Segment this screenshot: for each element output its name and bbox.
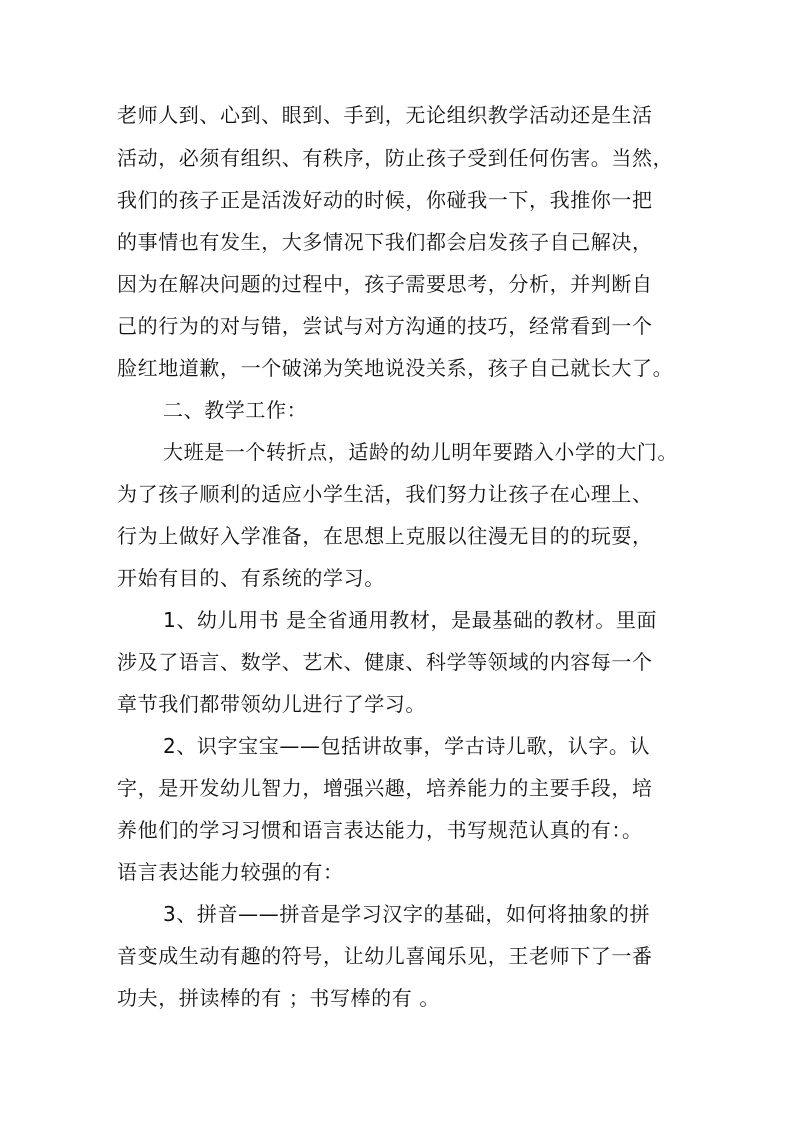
text-line: 开始有目的、有系统的学习。	[117, 566, 385, 590]
text-line: 2、识字宝宝——包括讲故事，学古诗儿歌，认字。认	[163, 734, 651, 758]
text-line: 字，是开发幼儿智力，增强兴趣，培养能力的主要手段，培	[117, 776, 653, 800]
text-line: 活动，必须有组织、有秩序，防止孩子受到任何伤害。当然，	[117, 146, 674, 170]
text-line: 因为在解决问题的过程中，孩子需要思考，分析，并判断自	[117, 272, 653, 296]
section-heading: 二、教学工作：	[163, 398, 308, 422]
text-line: 3、拼音——拼音是学习汉字的基础，如何将抽象的拼	[163, 902, 651, 926]
text-line: 我们的孩子正是活泼好动的时候，你碰我一下，我推你一把	[117, 188, 653, 212]
text-line: 涉及了语言、数学、艺术、健康、科学等领域的内容每一个	[117, 650, 653, 674]
text-line: 章节我们都带领幼儿进行了学习。	[117, 692, 426, 716]
text-line: 的事情也有发生，大多情况下我们都会启发孩子自己解决，	[117, 230, 653, 254]
text-line: 脸红地道歉，一个破涕为笑地说没关系，孩子自己就长大了。	[117, 356, 674, 380]
text-line: 己的行为的对与错，尝试与对方沟通的技巧，经常看到一个	[117, 314, 653, 338]
text-line: 语言表达能力较强的有：	[117, 860, 344, 884]
text-line: 为了孩子顺利的适应小学生活，我们努力让孩子在心理上、	[117, 482, 653, 506]
text-line: 老师人到、心到、眼到、手到，无论组织教学活动还是生活	[117, 103, 653, 127]
text-line: 大班是一个转折点，适龄的幼儿明年要踏入小学的大门。	[163, 440, 678, 464]
text-line: 音变成生动有趣的符号，让幼儿喜闻乐见，王老师下了一番	[117, 944, 653, 968]
text-line: 行为上做好入学准备，在思想上克服以往漫无目的的玩耍，	[117, 524, 653, 548]
text-line: 养他们的学习习惯和语言表达能力，书写规范认真的有：。	[117, 818, 643, 842]
text-line: 1、幼儿用书 是全省通用教材，是最基础的教材。里面	[163, 608, 658, 632]
text-line: 功夫，拼读棒的有 ；书写棒的有 。	[117, 986, 440, 1010]
